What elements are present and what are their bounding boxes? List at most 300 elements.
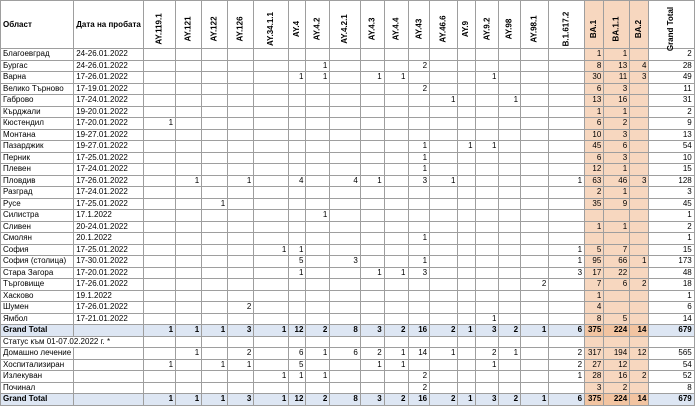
row-label: Grand Total bbox=[1, 325, 74, 337]
table-cell: 1 bbox=[289, 244, 306, 256]
table-cell bbox=[499, 382, 521, 394]
table-row bbox=[1, 106, 695, 118]
table-cell: 224 bbox=[604, 394, 630, 406]
column-header-label: AY.4.4 bbox=[391, 17, 401, 41]
column-header-label: AY.43 bbox=[413, 18, 423, 40]
table-cell: 2 bbox=[228, 348, 254, 360]
grand-total-row bbox=[1, 325, 695, 337]
table-cell bbox=[176, 152, 202, 164]
row-date: 17-25.01.2022 bbox=[74, 244, 144, 256]
table-cell bbox=[630, 302, 649, 314]
table-cell bbox=[360, 279, 384, 291]
table-cell: 2 bbox=[430, 394, 458, 406]
table-row bbox=[1, 129, 695, 141]
table-cell bbox=[289, 233, 306, 245]
table-cell bbox=[475, 302, 499, 314]
table-cell: 1 bbox=[176, 394, 202, 406]
table-cell bbox=[408, 106, 430, 118]
table-cell: 27 bbox=[585, 359, 604, 371]
table-cell bbox=[630, 95, 649, 107]
table-cell bbox=[202, 187, 228, 199]
row-date: 17-26.01.2022 bbox=[74, 279, 144, 291]
table-cell bbox=[408, 187, 430, 199]
table-cell bbox=[143, 72, 175, 84]
table-cell: 2 bbox=[630, 279, 649, 291]
table-cell bbox=[360, 371, 384, 383]
table-cell bbox=[549, 210, 585, 222]
table-cell: 1 bbox=[289, 267, 306, 279]
table-cell bbox=[254, 210, 289, 222]
table-cell: 1 bbox=[202, 198, 228, 210]
table-cell: 1 bbox=[384, 359, 408, 371]
table-cell bbox=[408, 221, 430, 233]
table-cell: 3 bbox=[475, 394, 499, 406]
table-cell: 1 bbox=[649, 290, 694, 302]
table-cell: 6 bbox=[549, 325, 585, 337]
header-row bbox=[1, 1, 695, 49]
table-cell: 2 bbox=[649, 49, 694, 61]
table-cell bbox=[176, 382, 202, 394]
table-cell bbox=[604, 210, 630, 222]
table-cell bbox=[360, 210, 384, 222]
table-cell bbox=[458, 83, 475, 95]
row-date bbox=[74, 394, 144, 406]
table-cell bbox=[630, 267, 649, 279]
table-cell bbox=[430, 152, 458, 164]
table-cell bbox=[306, 233, 330, 245]
table-cell bbox=[143, 371, 175, 383]
table-cell: 28 bbox=[649, 60, 694, 72]
table-cell: 1 bbox=[143, 325, 175, 337]
table-cell bbox=[330, 267, 361, 279]
table-cell: 66 bbox=[604, 256, 630, 268]
table-cell bbox=[176, 336, 202, 348]
table-cell bbox=[384, 49, 408, 61]
table-cell bbox=[176, 279, 202, 291]
column-header-label: AY.4.3 bbox=[367, 17, 377, 41]
table-cell bbox=[228, 83, 254, 95]
table-cell bbox=[360, 256, 384, 268]
column-header bbox=[604, 1, 630, 49]
table-cell bbox=[430, 72, 458, 84]
table-cell bbox=[360, 106, 384, 118]
table-cell bbox=[289, 118, 306, 130]
table-cell bbox=[254, 95, 289, 107]
table-row bbox=[1, 141, 695, 153]
table-cell bbox=[202, 233, 228, 245]
table-cell bbox=[499, 187, 521, 199]
table-cell bbox=[306, 198, 330, 210]
table-cell bbox=[475, 256, 499, 268]
row-label: Хоспитализиран bbox=[1, 359, 74, 371]
table-cell: 1 bbox=[143, 118, 175, 130]
table-cell: 679 bbox=[649, 394, 694, 406]
table-cell bbox=[458, 382, 475, 394]
table-cell bbox=[475, 187, 499, 199]
table-cell: 45 bbox=[649, 198, 694, 210]
table-cell bbox=[384, 233, 408, 245]
table-row bbox=[1, 290, 695, 302]
table-cell bbox=[384, 106, 408, 118]
table-cell: 4 bbox=[585, 302, 604, 314]
table-cell: 2 bbox=[384, 325, 408, 337]
column-header bbox=[499, 1, 521, 49]
row-label: Разград bbox=[1, 187, 74, 199]
table-cell bbox=[330, 164, 361, 176]
table-cell: 7 bbox=[604, 244, 630, 256]
table-cell: 2 bbox=[604, 382, 630, 394]
column-header bbox=[549, 1, 585, 49]
table-cell bbox=[499, 210, 521, 222]
table-cell bbox=[228, 72, 254, 84]
table-cell: 1 bbox=[254, 394, 289, 406]
table-cell bbox=[384, 302, 408, 314]
table-cell: 1 bbox=[306, 371, 330, 383]
table-cell bbox=[430, 118, 458, 130]
table-cell bbox=[630, 313, 649, 325]
table-cell: 11 bbox=[604, 72, 630, 84]
table-cell bbox=[360, 244, 384, 256]
table-cell: 8 bbox=[585, 60, 604, 72]
table-cell: 13 bbox=[604, 60, 630, 72]
row-label: Перник bbox=[1, 152, 74, 164]
table-cell bbox=[458, 348, 475, 360]
table-cell bbox=[549, 118, 585, 130]
table-cell bbox=[360, 198, 384, 210]
table-cell: 6 bbox=[585, 152, 604, 164]
table-cell bbox=[521, 152, 549, 164]
table-cell: 1 bbox=[306, 60, 330, 72]
table-row bbox=[1, 175, 695, 187]
table-row bbox=[1, 233, 695, 245]
table-cell bbox=[330, 60, 361, 72]
table-cell: 1 bbox=[585, 49, 604, 61]
table-cell bbox=[228, 210, 254, 222]
table-cell bbox=[630, 49, 649, 61]
table-cell: 173 bbox=[649, 256, 694, 268]
row-date: 24-26.01.2022 bbox=[74, 60, 144, 72]
table-cell bbox=[228, 95, 254, 107]
table-cell bbox=[360, 290, 384, 302]
table-cell bbox=[176, 233, 202, 245]
row-date: 17-24.01.2022 bbox=[74, 164, 144, 176]
table-cell bbox=[360, 313, 384, 325]
table-cell: 16 bbox=[604, 371, 630, 383]
table-cell bbox=[289, 129, 306, 141]
table-cell bbox=[384, 118, 408, 130]
table-cell: 12 bbox=[604, 359, 630, 371]
table-cell bbox=[458, 313, 475, 325]
table-cell: 1 bbox=[408, 164, 430, 176]
table-cell bbox=[549, 198, 585, 210]
table-cell bbox=[384, 221, 408, 233]
table-cell: 2 bbox=[649, 106, 694, 118]
table-cell bbox=[202, 382, 228, 394]
column-header-label: AY.122 bbox=[209, 16, 219, 42]
table-cell: 2 bbox=[408, 382, 430, 394]
table-cell bbox=[176, 371, 202, 383]
table-cell bbox=[143, 198, 175, 210]
table-cell bbox=[360, 164, 384, 176]
table-cell bbox=[430, 129, 458, 141]
column-header-label: AY.121 bbox=[183, 16, 193, 42]
table-cell bbox=[254, 221, 289, 233]
table-cell bbox=[630, 244, 649, 256]
table-cell bbox=[630, 198, 649, 210]
table-cell bbox=[228, 141, 254, 153]
table-cell bbox=[176, 83, 202, 95]
table-cell bbox=[330, 118, 361, 130]
table-cell: 3 bbox=[549, 267, 585, 279]
table-cell bbox=[330, 382, 361, 394]
table-cell: 35 bbox=[585, 198, 604, 210]
table-cell: 16 bbox=[408, 325, 430, 337]
table-cell bbox=[499, 233, 521, 245]
table-cell bbox=[521, 164, 549, 176]
table-cell: 1 bbox=[430, 95, 458, 107]
row-label: Русе bbox=[1, 198, 74, 210]
table-cell: 2 bbox=[630, 371, 649, 383]
table-cell: 2 bbox=[521, 279, 549, 291]
table-cell bbox=[289, 313, 306, 325]
table-cell: 1 bbox=[430, 348, 458, 360]
column-header bbox=[254, 1, 289, 49]
table-cell bbox=[143, 210, 175, 222]
table-cell bbox=[458, 371, 475, 383]
table-cell bbox=[458, 256, 475, 268]
table-cell bbox=[254, 359, 289, 371]
table-cell: 28 bbox=[585, 371, 604, 383]
grand-total-row bbox=[1, 394, 695, 406]
table-cell: 1 bbox=[143, 359, 175, 371]
table-cell: 2 bbox=[384, 394, 408, 406]
table-cell bbox=[330, 221, 361, 233]
table-cell bbox=[176, 198, 202, 210]
table-cell bbox=[254, 118, 289, 130]
table-cell bbox=[521, 72, 549, 84]
table-cell: 18 bbox=[649, 279, 694, 291]
table-cell bbox=[475, 210, 499, 222]
table-cell bbox=[143, 290, 175, 302]
table-cell bbox=[254, 175, 289, 187]
table-cell: 1 bbox=[630, 256, 649, 268]
table-cell bbox=[630, 118, 649, 130]
table-cell bbox=[499, 267, 521, 279]
table-row bbox=[1, 187, 695, 199]
table-cell: 6 bbox=[585, 83, 604, 95]
table-cell bbox=[430, 106, 458, 118]
table-cell bbox=[408, 302, 430, 314]
table-cell bbox=[521, 187, 549, 199]
column-header bbox=[630, 1, 649, 49]
table-cell bbox=[289, 106, 306, 118]
table-cell bbox=[521, 95, 549, 107]
table-cell bbox=[475, 371, 499, 383]
table-cell: 2 bbox=[360, 348, 384, 360]
table-cell bbox=[458, 118, 475, 130]
table-cell bbox=[143, 164, 175, 176]
table-cell bbox=[458, 244, 475, 256]
table-cell bbox=[176, 302, 202, 314]
table-cell bbox=[360, 233, 384, 245]
table-cell bbox=[521, 233, 549, 245]
table-cell bbox=[202, 267, 228, 279]
row-date: 17.1.2022 bbox=[74, 210, 144, 222]
table-cell: 12 bbox=[630, 348, 649, 360]
table-cell bbox=[306, 175, 330, 187]
table-cell bbox=[330, 83, 361, 95]
table-cell: 9 bbox=[604, 198, 630, 210]
table-cell: 1 bbox=[384, 72, 408, 84]
table-cell bbox=[630, 336, 649, 348]
table-cell bbox=[521, 106, 549, 118]
table-cell bbox=[228, 49, 254, 61]
table-cell bbox=[458, 164, 475, 176]
row-label: Шумен bbox=[1, 302, 74, 314]
table-cell: 6 bbox=[289, 348, 306, 360]
table-cell: 3 bbox=[585, 382, 604, 394]
column-header bbox=[458, 1, 475, 49]
row-label: Бургас bbox=[1, 60, 74, 72]
table-cell: 8 bbox=[649, 382, 694, 394]
table-cell bbox=[254, 60, 289, 72]
table-cell bbox=[430, 164, 458, 176]
table-cell: 1 bbox=[521, 394, 549, 406]
table-cell: 565 bbox=[649, 348, 694, 360]
table-cell bbox=[289, 141, 306, 153]
table-cell: 6 bbox=[604, 279, 630, 291]
table-cell bbox=[176, 313, 202, 325]
table-cell bbox=[228, 221, 254, 233]
row-label: Grand Total bbox=[1, 394, 74, 406]
table-cell: 46 bbox=[604, 175, 630, 187]
status-row bbox=[1, 371, 695, 383]
table-cell: 3 bbox=[228, 394, 254, 406]
table-cell bbox=[521, 83, 549, 95]
column-header-label: AY.34.1.1 bbox=[266, 12, 276, 46]
table-cell bbox=[521, 210, 549, 222]
table-cell: 48 bbox=[649, 267, 694, 279]
table-cell bbox=[176, 141, 202, 153]
table-cell bbox=[549, 152, 585, 164]
table-cell bbox=[408, 49, 430, 61]
table-cell bbox=[521, 129, 549, 141]
table-cell: 10 bbox=[585, 129, 604, 141]
table-cell bbox=[306, 49, 330, 61]
table-cell: 1 bbox=[202, 394, 228, 406]
table-cell bbox=[330, 302, 361, 314]
table-cell bbox=[408, 336, 430, 348]
table-cell: 2 bbox=[228, 302, 254, 314]
table-cell bbox=[630, 233, 649, 245]
column-header bbox=[649, 1, 694, 52]
row-date: 24-26.01.2022 bbox=[74, 49, 144, 61]
table-row bbox=[1, 72, 695, 84]
table-cell bbox=[228, 290, 254, 302]
header-region: Област bbox=[1, 1, 74, 49]
table-cell: 14 bbox=[408, 348, 430, 360]
table-cell: 3 bbox=[330, 256, 361, 268]
table-cell bbox=[549, 290, 585, 302]
table-cell bbox=[330, 141, 361, 153]
table-cell: 2 bbox=[499, 325, 521, 337]
table-cell bbox=[228, 187, 254, 199]
table-cell bbox=[430, 267, 458, 279]
table-cell bbox=[176, 106, 202, 118]
table-cell bbox=[499, 198, 521, 210]
table-cell bbox=[499, 256, 521, 268]
status-row bbox=[1, 359, 695, 371]
table-cell bbox=[330, 359, 361, 371]
row-label: Силистра bbox=[1, 210, 74, 222]
table-cell bbox=[306, 83, 330, 95]
column-header-label: BA.2 bbox=[634, 19, 644, 39]
table-cell: 1 bbox=[176, 325, 202, 337]
table-cell bbox=[330, 95, 361, 107]
table-cell bbox=[408, 313, 430, 325]
table-cell bbox=[176, 95, 202, 107]
table-cell bbox=[384, 141, 408, 153]
table-cell bbox=[143, 152, 175, 164]
table-cell bbox=[289, 164, 306, 176]
table-cell bbox=[143, 382, 175, 394]
table-row bbox=[1, 313, 695, 325]
table-cell bbox=[330, 336, 361, 348]
table-cell: 1 bbox=[202, 325, 228, 337]
table-cell bbox=[143, 244, 175, 256]
table-cell bbox=[475, 267, 499, 279]
table-cell bbox=[630, 152, 649, 164]
table-cell bbox=[306, 256, 330, 268]
table-cell bbox=[254, 164, 289, 176]
table-cell bbox=[330, 313, 361, 325]
column-header bbox=[585, 1, 604, 49]
table-cell bbox=[202, 371, 228, 383]
table-cell: 1 bbox=[306, 348, 330, 360]
table-cell bbox=[499, 221, 521, 233]
row-label: Домашно лечение bbox=[1, 348, 74, 360]
column-header bbox=[176, 1, 202, 49]
column-header-label: AY.46.6 bbox=[438, 15, 448, 43]
table-cell: 3 bbox=[408, 175, 430, 187]
table-cell: 12 bbox=[585, 164, 604, 176]
table-cell: 2 bbox=[408, 371, 430, 383]
table-cell: 6 bbox=[549, 394, 585, 406]
table-cell bbox=[430, 221, 458, 233]
row-label: Варна bbox=[1, 72, 74, 84]
table-cell bbox=[384, 279, 408, 291]
table-cell bbox=[202, 279, 228, 291]
table-cell: 1 bbox=[475, 72, 499, 84]
table-cell: 1 bbox=[408, 233, 430, 245]
table-cell bbox=[254, 198, 289, 210]
table-cell bbox=[475, 198, 499, 210]
table-cell bbox=[254, 72, 289, 84]
table-cell: 194 bbox=[604, 348, 630, 360]
table-cell bbox=[254, 336, 289, 348]
table-cell: 2 bbox=[306, 325, 330, 337]
table-cell bbox=[475, 49, 499, 61]
table-row bbox=[1, 221, 695, 233]
table-cell: 1 bbox=[289, 72, 306, 84]
table-cell bbox=[458, 95, 475, 107]
column-header bbox=[143, 1, 175, 49]
table-cell bbox=[499, 141, 521, 153]
table-cell: 3 bbox=[475, 325, 499, 337]
table-cell bbox=[430, 60, 458, 72]
table-cell bbox=[254, 348, 289, 360]
table-cell bbox=[330, 290, 361, 302]
